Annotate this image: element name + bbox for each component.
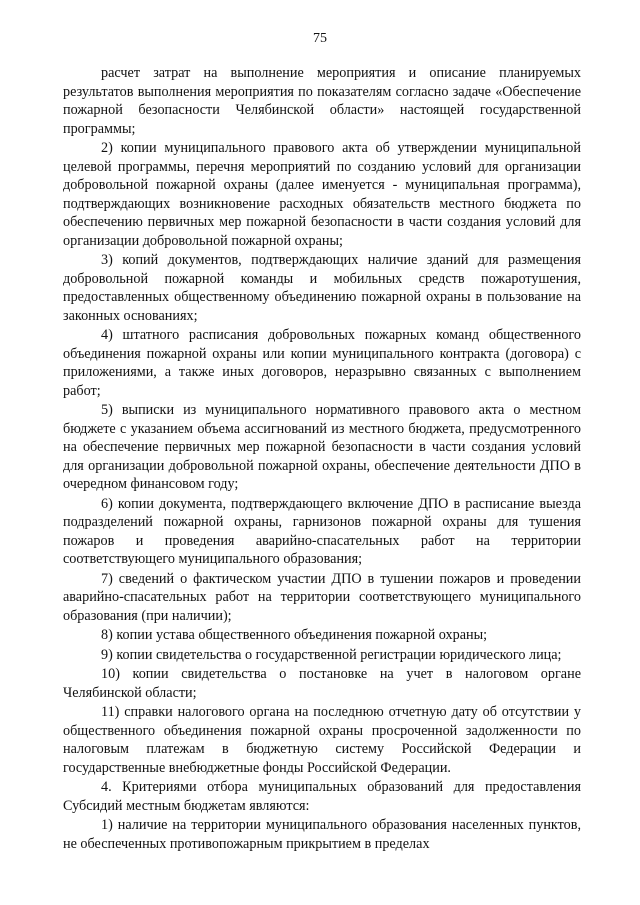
paragraph-item-3: 3) копий документов, подтверждающих наличие зданий для размещения добровольной пожарной команды и мобильных средств пожаротушения, предоставленных общественному объединению пожарной охраны в пользование на законных основаниях; <box>63 252 581 324</box>
paragraph-item-4: 4) штатного расписания добровольных пожарных команд общественного объединения пожарной охраны или копии муниципального контракта (договора) с приложениями, а также иных договоров, неразрывно связанных с выполнением работ; <box>63 327 581 399</box>
paragraph-item-9: 9) копии свидетельства о государственной регистрации юридического лица; <box>101 646 562 663</box>
paragraph-continuation: расчет затрат на выполнение мероприятия и описание планируемых результатов выполнения мероприятия по показателям согласно задаче «Обеспечение пожарной безопасности Челябинской области» настоящей государственной программы; <box>63 65 581 137</box>
page-number: 75 <box>313 31 327 46</box>
paragraph-item-2: 2) копии муниципального правового акта об утверждении муниципальной целевой программы, перечня мероприятий по созданию условий для организации добровольной пожарной охраны (далее именуется - муниципальная программа), подтверждающих возникновение расходных обязательств местного бюджета по обеспечению первичных мер пожарной безопасности в части создания условий для организации добровольной пожарной охраны; <box>63 140 581 249</box>
paragraph-item-5: 5) выписки из муниципального нормативного правового акта о местном бюджете с указанием объема ассигнований из местного бюджета, предусмотренного на обеспечение первичных мер пожарной безопасности в части создания условий для организации добровольной пожарной охраны, обеспечение деятельности ДПО в очередном финансовом году; <box>63 402 581 492</box>
paragraph-criteria-item-1: 1) наличие на территории муниципального образования населенных пунктов, не обеспеченных противопожарным прикрытием в пределах <box>63 817 581 852</box>
paragraph-criteria-heading: 4. Критериями отбора муниципальных образований для предоставления Субсидий местным бюджетам являются: <box>63 779 581 814</box>
paragraph-item-10: 10) копии свидетельства о постановке на учет в налоговом органе Челябинской области; <box>63 666 581 701</box>
paragraph-item-8: 8) копии устава общественного объединения пожарной охраны; <box>101 627 488 643</box>
document-body <box>63 64 581 853</box>
paragraph-item-11: 11) справки налогового органа на последнюю отчетную дату об отсутствии у общественного объединения пожарной охраны просроченной задолженности по налоговым платежам в бюджетную систему Российской Федерации и государственные внебюджетные фонды Российской Федерации. <box>63 704 581 776</box>
paragraph-item-7: 7) сведений о фактическом участии ДПО в тушении пожаров и проведении аварийно-спасательных работ на территории соответствующего муниципального образования (при наличии); <box>63 570 581 624</box>
paragraph-item-6: 6) копии документа, подтверждающего включение ДПО в расписание выезда подразделений пожарной охраны, гарнизонов пожарной охраны для тушения пожаров и проведения аварийно-спасательных работ на территории соответствующего муниципального образования; <box>63 495 581 567</box>
